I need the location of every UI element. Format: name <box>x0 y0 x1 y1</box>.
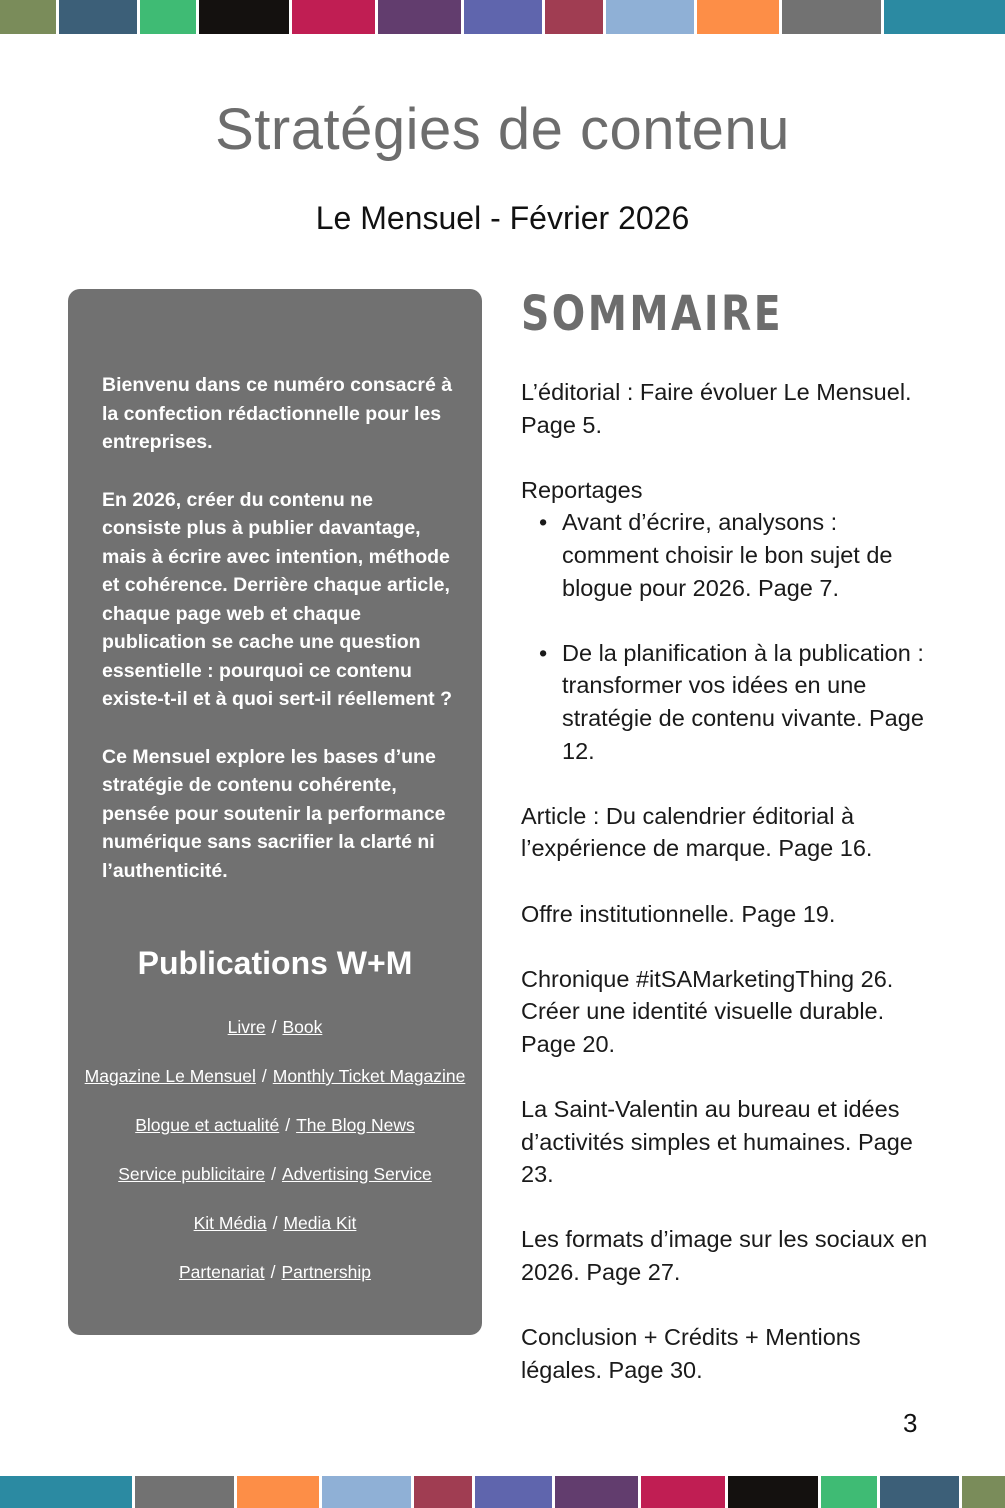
publications-links <box>68 1017 482 1311</box>
stripe-segment <box>292 0 375 34</box>
intro-panel <box>68 289 482 1335</box>
stripe-segment <box>0 0 56 34</box>
stripe-segment <box>464 0 542 34</box>
toc-entry: Offre institutionnelle. Page 19. <box>521 900 836 927</box>
stripe-segment <box>782 0 881 34</box>
stripe-segment <box>884 0 1005 34</box>
link-blog-news[interactable]: The Blog News <box>296 1115 415 1135</box>
link-service-publicitaire[interactable]: Service publicitaire <box>118 1164 266 1184</box>
toc-reportage-item: • Avant d’écrire, analysons : comment choisir le bon sujet de blogue pour 2026. Page 7. <box>521 506 931 604</box>
link-livre[interactable]: Livre <box>227 1017 266 1037</box>
stripe-segment <box>0 1476 132 1508</box>
intro-paragraph-2: En 2026, créer du contenu ne consiste plus à publier davantage, mais à écrire avec intention, méthode et cohérence. Derrière chaque article, chaque page web et chaque publication se cache une question essentielle : pourquoi ce contenu existe-t-il et à quoi sert-il réellement ? <box>102 488 453 710</box>
toc-reportage-item: • De la planification à la publication : transformer vos idées en une stratégie de contenu vivante. Page 12. <box>521 637 931 767</box>
toc-reportages-list <box>521 506 931 767</box>
stripe-segment <box>322 1476 411 1508</box>
stripe-segment <box>140 0 196 34</box>
toc-entry-reportages <box>521 474 931 767</box>
link-separator: / <box>261 1066 267 1086</box>
bottom-color-stripe <box>0 1476 1005 1508</box>
publication-link-row <box>68 1066 482 1115</box>
link-monthly-ticket-magazine[interactable]: Monthly Ticket Magazine <box>272 1066 466 1086</box>
toc-entry: Les formats d’image sur les sociaux en 2026. Page 27. <box>521 1226 928 1286</box>
intro-paragraph-3: Ce Mensuel explore les bases d’une stratégie de contenu cohérente, pensée pour soutenir la performance numérique sans sacrifier la clarté ni l’authenticité. <box>102 745 446 882</box>
toc-entry-editorial: L’éditorial : Faire évoluer Le Mensuel. Page 5. <box>521 379 912 438</box>
toc-entry: La Saint-Valentin au bureau et idées d’activités simples et humaines. Page 23. <box>521 1096 913 1188</box>
publication-link-row <box>68 1017 482 1066</box>
stripe-segment <box>199 0 289 34</box>
link-kit-media[interactable]: Kit Média <box>193 1213 267 1233</box>
link-separator: / <box>272 1213 278 1233</box>
toc-entry: Chronique #itSAMarketingThing 26. Créer une identité visuelle durable. Page 20. <box>521 965 894 1057</box>
stripe-segment <box>880 1476 959 1508</box>
publication-link-row <box>68 1164 482 1213</box>
page-title: Stratégies de contenu <box>215 97 790 162</box>
stripe-segment <box>414 1476 472 1508</box>
link-separator: / <box>285 1115 291 1135</box>
link-partnership[interactable]: Partnership <box>281 1262 371 1282</box>
table-of-contents <box>521 286 931 1419</box>
stripe-segment <box>135 1476 234 1508</box>
link-separator: / <box>271 1017 277 1037</box>
link-advertising-service[interactable]: Advertising Service <box>281 1164 432 1184</box>
toc-heading: SOMMAIRE <box>521 286 784 342</box>
link-magazine-le-mensuel[interactable]: Magazine Le Mensuel <box>84 1066 256 1086</box>
intro-paragraph-1: Bienvenu dans ce numéro consacré à la confection rédactionnelle pour les entreprises. <box>102 374 453 453</box>
link-blogue[interactable]: Blogue et actualité <box>135 1115 280 1135</box>
link-separator: / <box>271 1164 276 1184</box>
stripe-segment <box>962 1476 1005 1508</box>
link-separator: / <box>270 1262 276 1282</box>
link-partenariat[interactable]: Partenariat <box>179 1262 265 1282</box>
publications-title: Publications W+M <box>137 945 413 981</box>
toc-entry: Article : Du calendrier éditorial à l’expérience de marque. Page 16. <box>521 802 873 862</box>
stripe-segment <box>59 0 137 34</box>
stripe-segment <box>641 1476 725 1508</box>
page-number: 3 <box>903 1408 918 1438</box>
publication-link-row <box>68 1213 482 1262</box>
stripe-segment <box>606 0 694 34</box>
stripe-segment <box>821 1476 877 1508</box>
publication-link-row <box>68 1115 482 1164</box>
stripe-segment <box>378 0 461 34</box>
link-book[interactable]: Book <box>282 1017 323 1037</box>
stripe-segment <box>555 1476 638 1508</box>
stripe-segment <box>237 1476 319 1508</box>
link-media-kit[interactable]: Media Kit <box>283 1213 357 1233</box>
toc-reportages-label: Reportages <box>521 476 643 503</box>
toc-entry: Conclusion + Crédits + Mentions légales. Page 30. <box>521 1324 861 1383</box>
issue-subtitle: Le Mensuel - Février 2026 <box>315 200 690 236</box>
stripe-segment <box>545 0 603 34</box>
intro-text <box>102 371 456 914</box>
stripe-segment <box>697 0 779 34</box>
publication-link-row <box>68 1262 482 1311</box>
stripe-segment <box>728 1476 818 1508</box>
top-color-stripe <box>0 0 1005 34</box>
stripe-segment <box>475 1476 552 1508</box>
